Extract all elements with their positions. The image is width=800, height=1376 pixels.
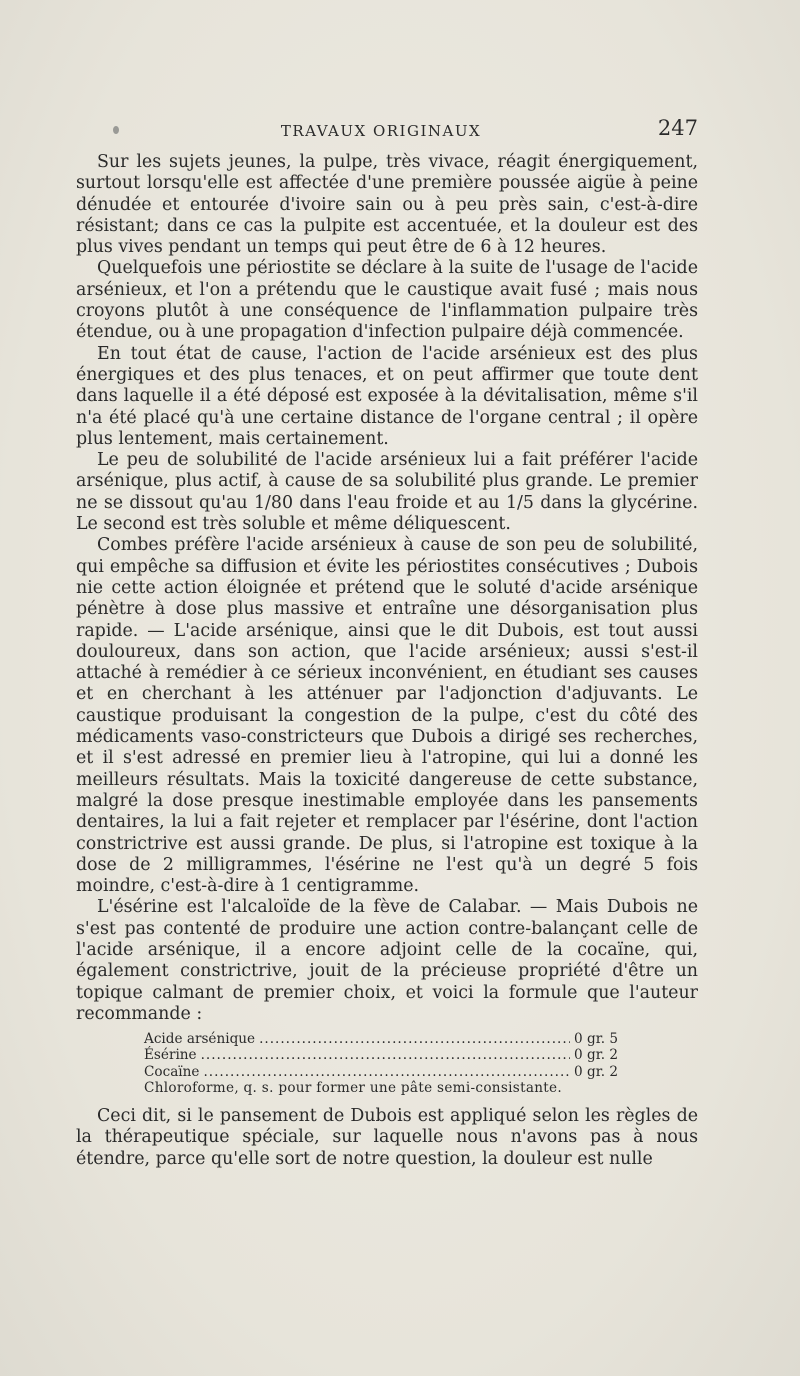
formula-note: Chloroforme, q. s. pour former une pâte semi-consistante. [144,1079,563,1096]
paragraph: Sur les sujets jeunes, la pulpe, très vivace, réagit énergiquement, surtout lorsqu'elle est affectée d'une première poussée aigüe à peine dénudée et entourée d'ivoire sain ou à peu près sain, c'est-à-dire résistant; dans ce cas la pulpite est accentuée, et la douleur est des plus vives pendant un temps qui peut être de 6 à 12 heures. [76,152,698,258]
ingredient-quantity: 0 gr. 2 [574,1047,618,1064]
paragraph: L'ésérine est l'alcaloïde de la fève de Calabar. — Mais Dubois ne s'est pas contenté de produire une action contre-balançant celle de l'acide arsénique, il a encore adjoint celle de la cocaïne, qui, également constrictrive, jouit de la précieuse propriété d'être un topique calmant de premier choix, et voici la formule que l'auteur recommande : [76,897,698,1024]
paragraph: Combes préfère l'acide arsénieux à cause de son peu de solubilité, qui empêche sa diffusion et évite les périostites consécutives ; Dubois nie cette action éloignée et prétend que le soluté d'acide arsénique pénètre à dose plus massive et entraîne une désorganisation plus rapide. — L'acide arsénique, ainsi que le dit Dubois, est tout aussi douloureux, dans son action, que l'acide arsénieux; aussi s'est-il attaché à remédier à ce sérieux inconvénient, en étudiant ses causes et en cherchant à les atténuer par l'adjonction d'adjuvants. Le caustique produisant la congestion de la pulpe, c'est du côté des médicaments vaso-constricteurs que Dubois a dirigé ses recherches, et il s'est adressé en premier lieu à l'atropine, qui lui a donné les meilleurs résultats. Mais la toxicité dangereuse de cette substance, malgré la dose presque inestimable employée dans les pansements dentaires, la lui a fait rejeter et remplacer par l'ésérine, dont l'action constrictrive est aussi grande. De plus, si l'atropine est toxique à la dose de 2 milligrammes, l'ésérine ne l'est qu'à un degré 5 fois moindre, c'est-à-dire à 1 centigramme. [76,535,698,897]
paragraph: Quelquefois une périostite se déclare à la suite de l'usage de l'acide arsénieux, et l'on a prétendu que le caustique avait fusé ; mais nous croyons plutôt à une conséquence de l'inflammation pulpaire très étendue, ou à une propagation d'infection pulpaire déjà commencée. [76,258,698,343]
leader-dots [259,1031,570,1047]
formula-row [144,1031,618,1047]
leader-dots [203,1064,570,1080]
paragraph: En tout état de cause, l'action de l'acide arsénieux est des plus énergiques et des plus tenaces, et on peut affirmer que toute dent dans laquelle il a été déposé est exposée à la dévitalisation, même s'il n'a été placé qu'à une certaine distance de l'organe central ; il opère plus lentement, mais certainement. [76,343,698,449]
paragraph: Le peu de solubilité de l'acide arsénieux lui a fait préférer l'acide arsénique, plus actif, à cause de sa solubilité plus grande. Le premier ne se dissout qu'au 1/80 dans l'eau froide et au 1/5 dans la glycérine. Le second est très soluble et même déliquescent. [76,450,698,535]
body-text [76,152,698,1170]
ingredient-name: Ésérine [144,1047,197,1064]
ingredient-quantity: 0 gr. 5 [574,1031,618,1048]
paragraph: Ceci dit, si le pansement de Dubois est appliqué selon les règles de la thérapeutique spéciale, sur laquelle nous n'avons pas à nous étendre, parce qu'elle sort de notre question, la douleur est nulle [76,1105,698,1169]
formula [76,1031,618,1096]
formula-row [144,1064,618,1080]
ingredient-quantity: 0 gr. 2 [574,1063,618,1080]
ingredient-name: Acide arsénique [144,1031,256,1048]
ingredient-name: Cocaïne [144,1063,200,1080]
page-number: 247 [657,116,698,140]
formula-row [144,1047,618,1063]
leader-dots [201,1047,570,1063]
page-header [76,118,698,148]
running-head: TRAVAUX ORIGINAUX [280,122,482,140]
